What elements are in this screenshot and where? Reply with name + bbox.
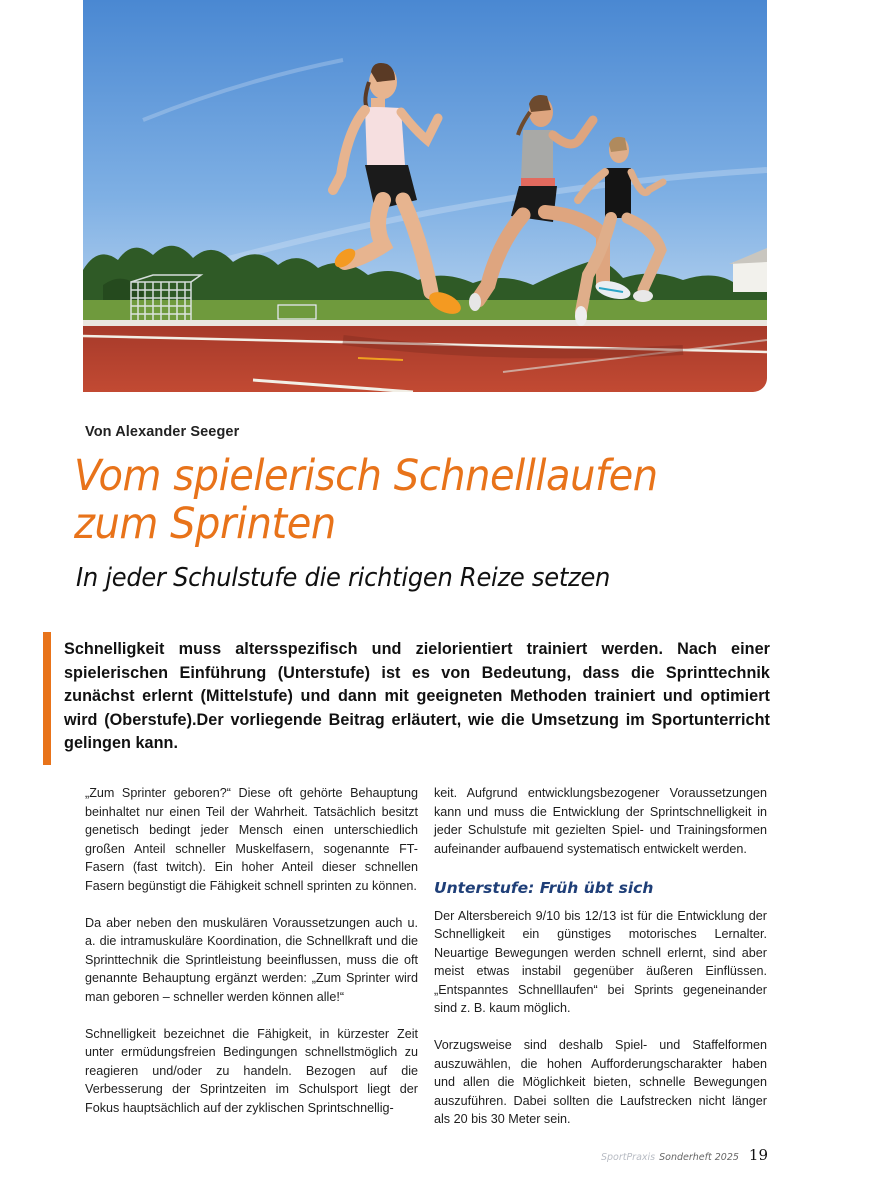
sprinters-illustration xyxy=(83,0,767,392)
section-heading: Unterstufe: Früh übt sich xyxy=(434,878,654,897)
issue-label: Sonderheft 2025 xyxy=(659,1152,739,1163)
body-paragraph: Der Altersbereich 9/10 bis 12/13 ist für die Entwicklung der Schnelligkeit ein günstiges motorisches Lernalter. Neuartige Bewegungen werden schnell erlernt, sind aber meist etwas instabil gegenüber äußeren Einflüssen. „Entspanntes Schnelllaufen“ bei Sprints gegeneinander sind z. B. kaum möglich. xyxy=(434,908,767,1015)
magazine-name: SportPraxis xyxy=(600,1152,656,1163)
body-paragraph: Da aber neben den muskulären Voraussetzungen auch u. a. die intramuskuläre Koordination, die Schnellkraft und die Sprinttechnik die Sprintleistung beeinflussen, muss die oft genannte Behauptung ergänzt werden: „Zum Sprinter wird man geboren – schneller werden können alle!“ xyxy=(85,915,418,1004)
body-paragraph: „Zum Sprinter geboren?“ Diese oft gehörte Behauptung beinhaltet nur einen Teil der Wahrheit. Tatsächlich besitzt genetisch bedingt jeder Mensch einen unterschiedlich großen Anteil schneller Muskelfasern, sogenannte FT-Fasern (fast twitch). Ein hoher Anteil dieser schnellen Fasern begünstigt die Fähigkeit schnell sprinten zu können. xyxy=(85,786,418,893)
body-paragraph: Vorzugsweise sind deshalb Spiel- und Staffelformen auszuwählen, die hohen Aufforderungscharakter haben und allen die Möglichkeit bieten, schnelle Bewegungen auszuführen. Dabei sollten die Laufstrecken nicht länger als 20 bis 30 Meter sein. xyxy=(434,1038,767,1126)
author-byline: Von Alexander Seeger xyxy=(85,424,240,440)
title-line-1: Vom spielerisch Schnelllaufen xyxy=(74,451,658,501)
page-number: 19 xyxy=(748,1146,768,1164)
accent-bar xyxy=(43,632,51,765)
body-column-left xyxy=(85,784,418,1117)
article-title xyxy=(74,452,781,548)
page-footer xyxy=(601,1146,768,1164)
body-column-right xyxy=(434,784,767,1129)
lead-paragraph: Schnelligkeit muss altersspezifisch und zielorientiert trainiert werden. Nach einer spielerischen Einführung (Unterstufe) ist es von Bedeutung, dass die Sprinttechnik zunächst erlernt (Mittelstufe) und dann mit geeigneten Methoden trainiert und optimiert wird (Oberstufe).Der vorliegende Beitrag erläutert, wie die Umsetzung im Sportunterricht gelingen kann. xyxy=(64,640,770,752)
body-paragraph: keit. Aufgrund entwicklungsbezogener Voraussetzungen kann und muss die Entwicklung der Sprintschnelligkeit in jeder Schulstufe mit gezielten Spiel- und Trainingsformen aufeinander aufbauend systematisch entwickelt werden. xyxy=(434,786,767,856)
title-line-2: zum Sprinten xyxy=(74,499,336,549)
hero-photo xyxy=(83,0,767,392)
lead-block xyxy=(43,632,768,765)
article-subtitle: In jeder Schulstufe die richtigen Reize setzen xyxy=(76,563,611,593)
body-paragraph: Schnelligkeit bezeichnet die Fähigkeit, in kürzester Zeit unter ermüdungsfreien Bedingungen schnellstmöglich zu reagieren und/oder zu handeln. Bezogen auf die Verbesserung der Sprintzeiten im Schulsport liegt der Fokus hauptsächlich auf der zyklischen Sprintschnellig- xyxy=(85,1026,418,1115)
